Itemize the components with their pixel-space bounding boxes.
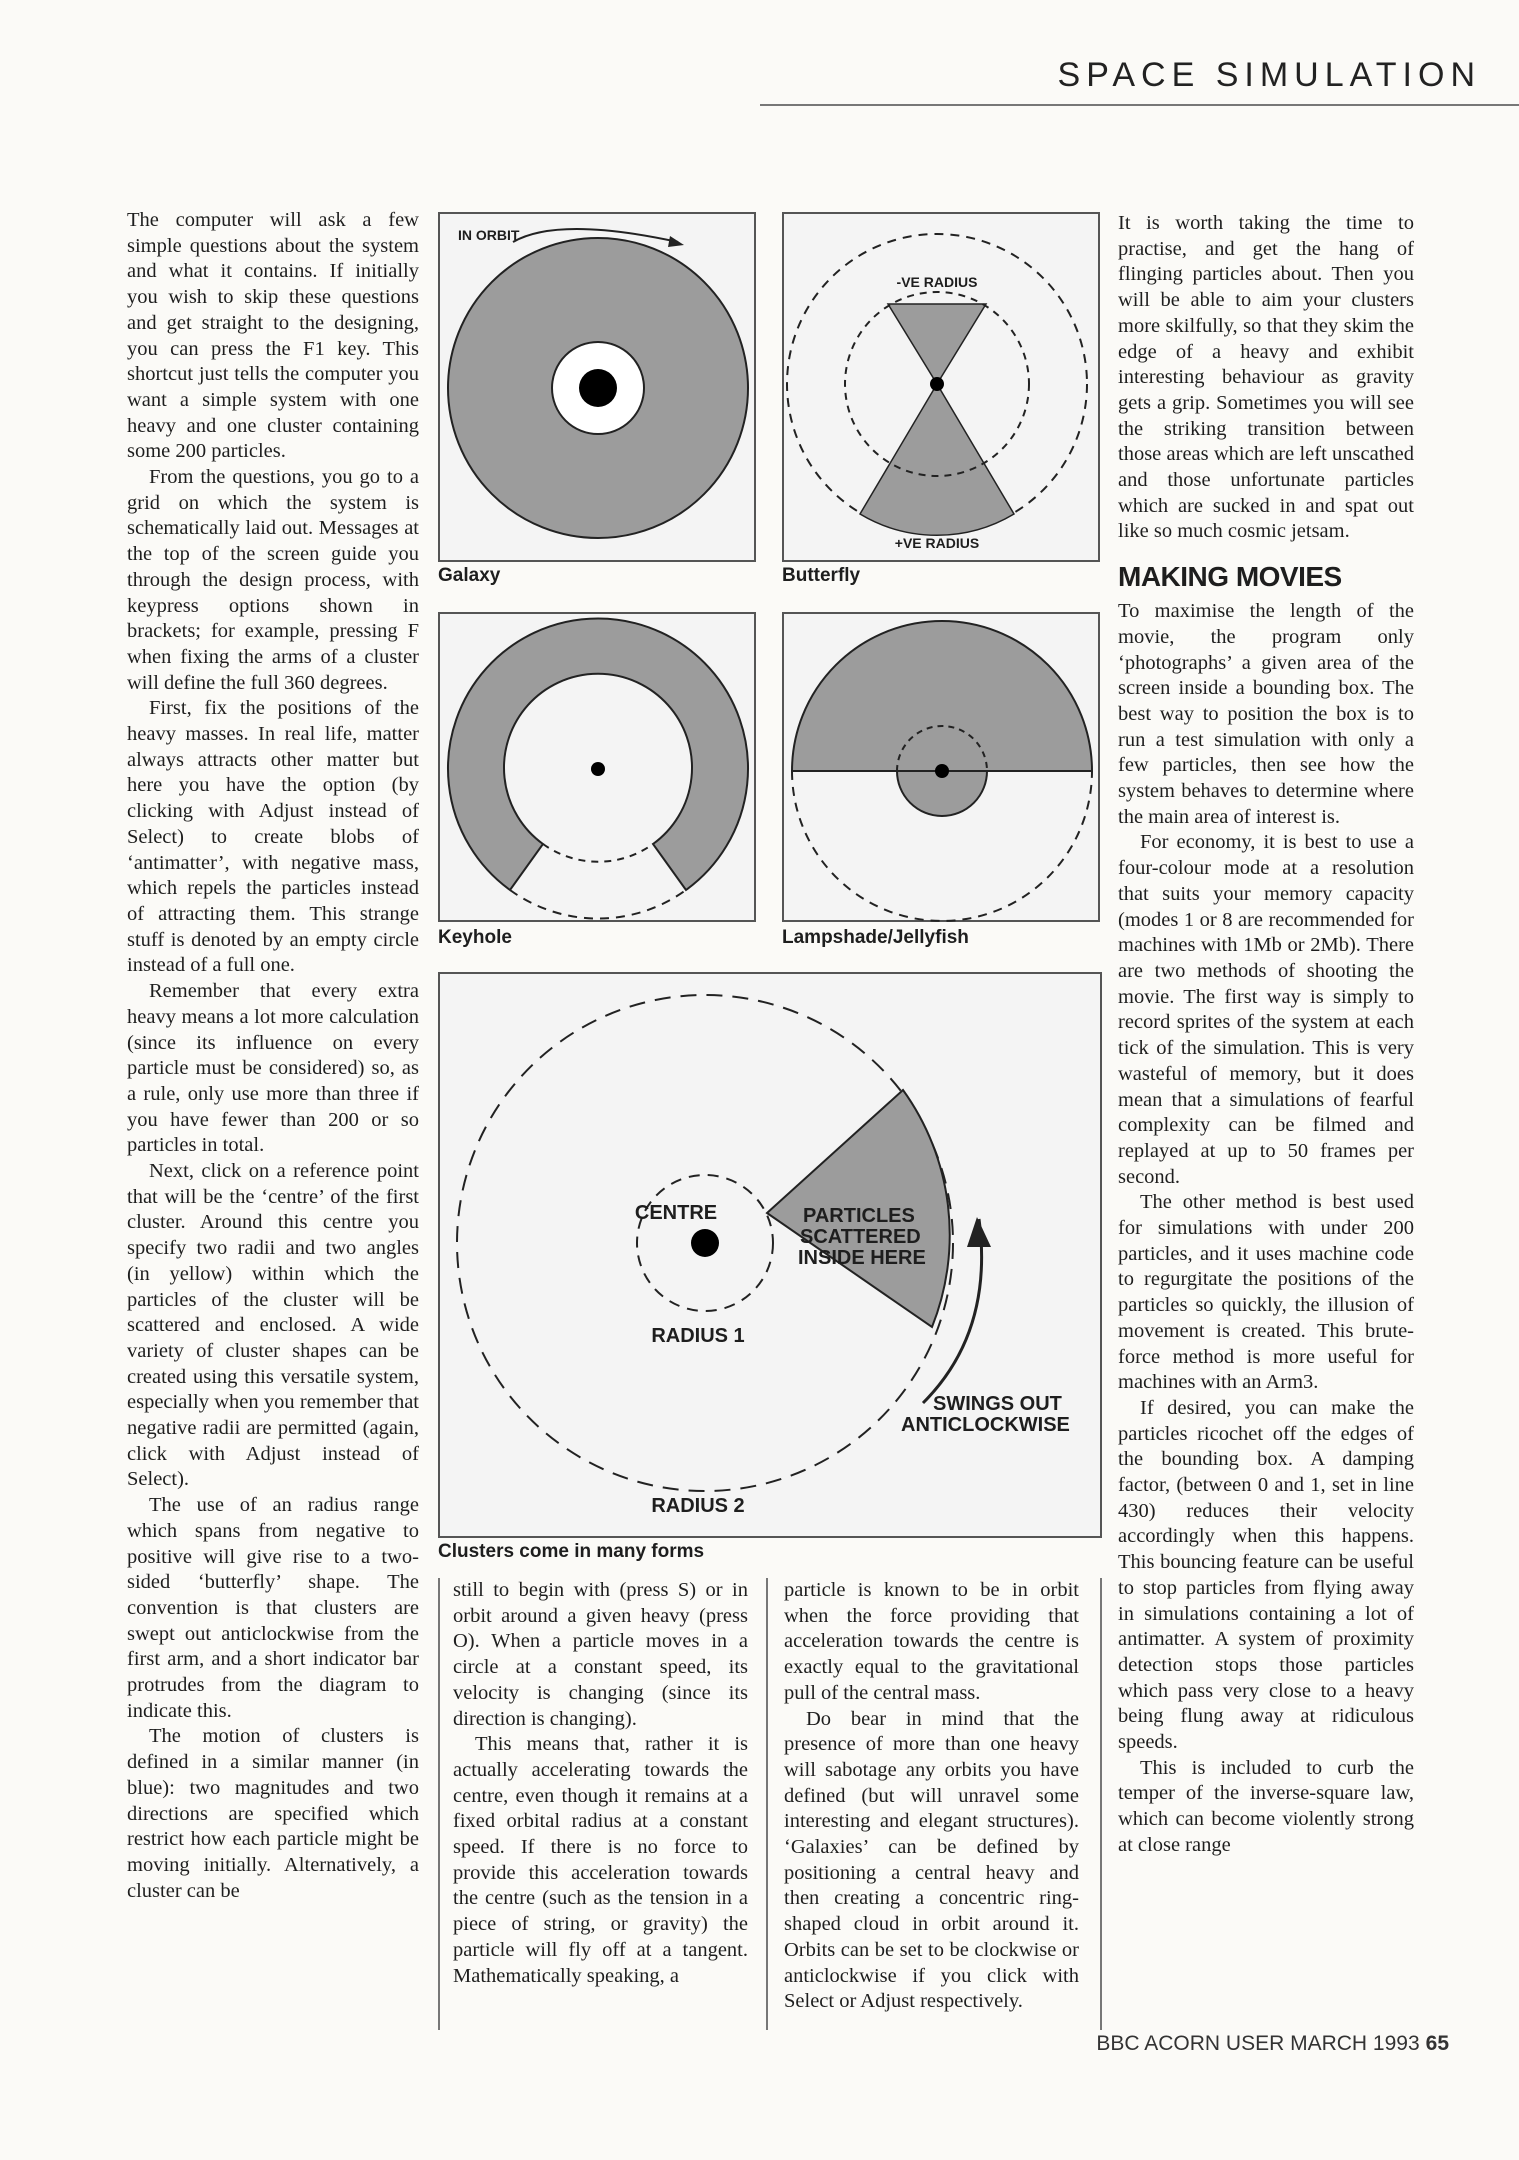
paragraph: It is worth taking the time to practise, and get the hang of flinging particles about. Then you will be able to aim your clusters more skilfully, so that they skim the edge of a heavy and exhibit interesting behaviour as gravity gets a grip. Sometimes you will see the striking transition between those areas which are left unscathed and those unfortunate particles which are sucked in and spat out like so much cosmic jetsam.: [1118, 212, 1414, 543]
caption-keyhole: Keyhole: [438, 927, 512, 948]
header-rule: [760, 104, 1519, 106]
article-column-2: [453, 1578, 748, 1989]
paragraph: For economy, it is best to use a four-colour mode at a resolution that suits your memory capacity (modes 1 or 8 are recommended for machines with 1Mb or 2Mb). There are two methods of shooting the movie. The first way is simply to record sprites of the system at each tick of the simulation. This is very wasteful of memory, but it does mean that a simulations of fearful complexity can be filmed and replayed at up to 50 frames per second.: [1118, 831, 1414, 1188]
paragraph: If desired, you can make the particles ricochet off the edges of the bounding box. A damping factor, (between 0 and 1, set in line 430) reduces their velocity accordingly when this happens. This bouncing feature can be useful to stop particles from flying away in simulations containing a lot of antimatter. A system of proximity detection stops those particles which pass very close to a heavy being flung away at ridiculous speeds.: [1118, 1396, 1414, 1754]
paragraph: First, fix the positions of the heavy masses. In real life, matter always attracts other matter but here you have the option (by clicking with Adjust instead of Select) to create blobs of ‘antimatter’, with negative mass, which repels the particles instead of attracting them. This strange stuff is denoted by an empty circle instead of a full one.: [127, 697, 419, 977]
publication-name: BBC ACORN USER MARCH 1993: [1096, 2032, 1420, 2055]
column-rule: [438, 1578, 440, 2030]
caption-clusters: Clusters come in many forms: [438, 1541, 705, 1562]
label-particles-line-3: INSIDE HERE: [798, 1247, 926, 1269]
label-swings-line-2: ANTICLOCKWISE: [901, 1414, 1070, 1436]
paragraph: still to begin with (press S) or in orbit around a given heavy (press O). When a particle moves in a circle at a constant speed, its velocity is changing (since its direction is changing).: [453, 1579, 748, 1730]
figure-keyhole: [438, 612, 758, 924]
paragraph: The use of an radius range which spans from negative to positive will give rise to a two-sided ‘butterfly’ shape. The convention is that clusters are swept out anticlockwise from the first arm, and a short indicator bar protrudes from the diagram to indicate this.: [127, 1494, 419, 1722]
page-number: 65: [1425, 2032, 1449, 2055]
paragraph: From the questions, you go to a grid on which the system is schematically laid out. Messages at the top of the screen guide you through the design process, with keypress options shown in brackets; for example, pressing F when fixing the arms of a cluster will define the full 360 degrees.: [127, 466, 419, 694]
section-heading: MAKING MOVIES: [1118, 561, 1342, 593]
caption-lampshade: Lampshade/Jellyfish: [782, 927, 969, 948]
figure-galaxy: [438, 212, 758, 564]
article-column-4: [1118, 211, 1414, 1859]
label-radius-1: RADIUS 1: [651, 1325, 745, 1347]
article-column-3: [784, 1578, 1079, 2015]
figure-lampshade: [782, 612, 1102, 924]
label-positive-radius: +VE RADIUS: [894, 535, 980, 551]
page-footer: [1096, 2032, 1449, 2056]
caption-galaxy: Galaxy: [438, 565, 501, 586]
label-particles-line-2: SCATTERED: [800, 1226, 921, 1248]
column-rule: [1100, 1578, 1102, 2030]
figure-butterfly: [782, 212, 1102, 564]
paragraph: This is included to curb the temper of the inverse-square law, which can become violently strong at close range: [1118, 1756, 1414, 1856]
column-rule: [766, 1578, 768, 2030]
label-in-orbit: IN ORBIT: [458, 227, 520, 243]
paragraph: The other method is best used for simulations with under 200 particles, and it uses machine code to regurgitate the positions of the particles so quickly, the illusion of movement is created. This brute-force method is more useful for machines with an Arm3.: [1118, 1191, 1414, 1394]
paragraph: The motion of clusters is defined in a similar manner (in blue): two magnitudes and two directions are specified which restrict how each particle might be moving initially. Alternatively, a cluster can be: [127, 1725, 419, 1902]
paragraph: This means that, rather it is actually accelerating towards the centre, even though it remains at a fixed orbital radius at a constant speed. If there is no force to provide this acceleration towards the centre (such as the tension in a piece of string, or gravity) the particle will fly off at a tangent. Mathematically speaking, a: [453, 1733, 748, 1987]
paragraph: The computer will ask a few simple questions about the system and what it contains. If initially you wish to skip these questions and get straight to the designing, you can press the F1 key. This shortcut just tells the computer you want a simple system with one heavy and one cluster containing some 200 particles.: [127, 209, 419, 463]
label-swings-line-1: SWINGS OUT: [933, 1393, 1062, 1415]
label-particles-line-1: PARTICLES: [803, 1205, 915, 1227]
section-title: SPACE SIMULATION: [1057, 56, 1481, 94]
label-centre: CENTRE: [634, 1202, 718, 1224]
paragraph: To maximise the length of the movie, the program only ‘photographs’ a given area of the screen inside a bounding box. The best way to position the box is to run a test simulation with only a few particles, then see how the system behaves to determine where the main area of interest is.: [1118, 600, 1414, 828]
paragraph: Next, click on a reference point that will be the ‘centre’ of the first cluster. Around this centre you specify two radii and two angles (in yellow) within which the particles of the cluster will be scattered and enclosed. A wide variety of cluster shapes can be created using this versatile system, especially when you remember that negative radii are permitted (again, click with Adjust instead of Select).: [127, 1160, 419, 1491]
figure-clusters: [438, 972, 1102, 1538]
article-column-1: [127, 208, 419, 1904]
paragraph: particle is known to be in orbit when the force providing that acceleration towards the centre is exactly equal to the gravitational pull of the central mass.: [784, 1579, 1079, 1704]
caption-butterfly: Butterfly: [782, 565, 861, 586]
label-negative-radius: -VE RADIUS: [896, 274, 978, 290]
paragraph: Remember that every extra heavy means a lot more calculation (since its influence on every particle must be considered) so, as a rule, only use more than three if you have fewer than 200 or so particles in total.: [127, 980, 419, 1157]
label-radius-2: RADIUS 2: [651, 1495, 745, 1517]
paragraph: Do bear in mind that the presence of more than one heavy will sabotage any orbits you have defined (but will unravel some interesting and elegant structures). ‘Galaxies’ can be defined by positioning a central heavy and then creating a concentric ring-shaped cloud in orbit around it. Orbits can be set to be clockwise or anticlockwise if you click with Select or Adjust respectively.: [784, 1707, 1079, 2013]
